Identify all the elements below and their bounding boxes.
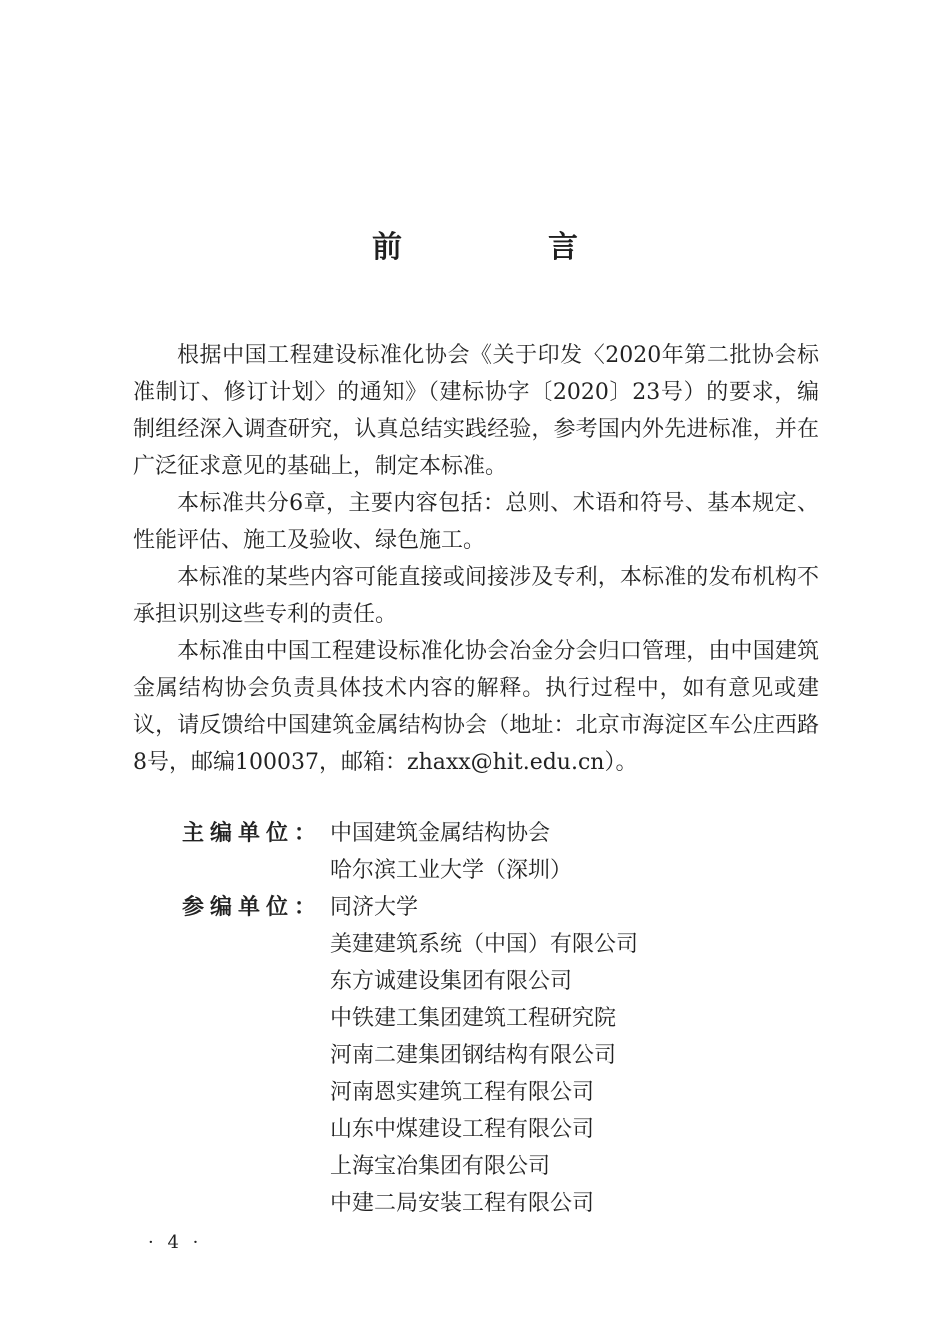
chief-editor-unit: 中国建筑金属结构协会 <box>330 821 551 846</box>
chief-editor-list <box>330 815 572 889</box>
preface-paragraph-3: 本标准的某些内容可能直接或间接涉及专利，本标准的发布机构不承担识别这些专利的责任。 <box>133 565 819 627</box>
participating-unit: 同济大学 <box>330 895 419 920</box>
participating-label: 参编单位： <box>182 894 323 920</box>
participating-unit: 东方诚建设集团有限公司 <box>330 969 573 994</box>
participating-unit: 河南恩实建筑工程有限公司 <box>330 1080 595 1105</box>
participating-unit: 上海宝冶集团有限公司 <box>330 1154 551 1179</box>
participating-unit: 河南二建集团钢结构有限公司 <box>330 1043 617 1068</box>
preface-paragraph-4: 本标准由中国工程建设标准化协会冶金分会归口管理，由中国建筑金属结构协会负责具体技术内容的解释。执行过程中，如有意见或建议，请反馈给中国建筑金属结构协会（地址：北京市海淀区车公庄西路8号，邮编100037，邮箱：zhaxx@hit.edu.cn）。 <box>133 639 819 775</box>
page-number: · 4 · <box>148 1232 203 1253</box>
participating-unit: 中铁建工集团建筑工程研究院 <box>330 1006 617 1031</box>
participating-unit: 中建二局安装工程有限公司 <box>330 1191 595 1216</box>
participating-unit: 美建建筑系统（中国）有限公司 <box>330 932 639 957</box>
participating-list <box>330 889 638 1222</box>
participating-unit: 山东中煤建设工程有限公司 <box>330 1117 595 1142</box>
chief-editor-label: 主编单位： <box>182 820 323 846</box>
chief-editor-unit: 哈尔滨工业大学（深圳） <box>330 858 573 883</box>
preface-paragraph-2: 本标准共分6章，主要内容包括：总则、术语和符号、基本规定、性能评估、施工及验收、绿色施工。 <box>133 491 819 553</box>
page-title: 前 言 <box>372 230 636 265</box>
preface-paragraph-1: 根据中国工程建设标准化协会《关于印发〈2020年第二批协会标准制订、修订计划〉的通知》（建标协字〔2020〕23号）的要求，编制组经深入调查研究，认真总结实践经验，参考国内外先进标准，并在广泛征求意见的基础上，制定本标准。 <box>133 343 819 479</box>
